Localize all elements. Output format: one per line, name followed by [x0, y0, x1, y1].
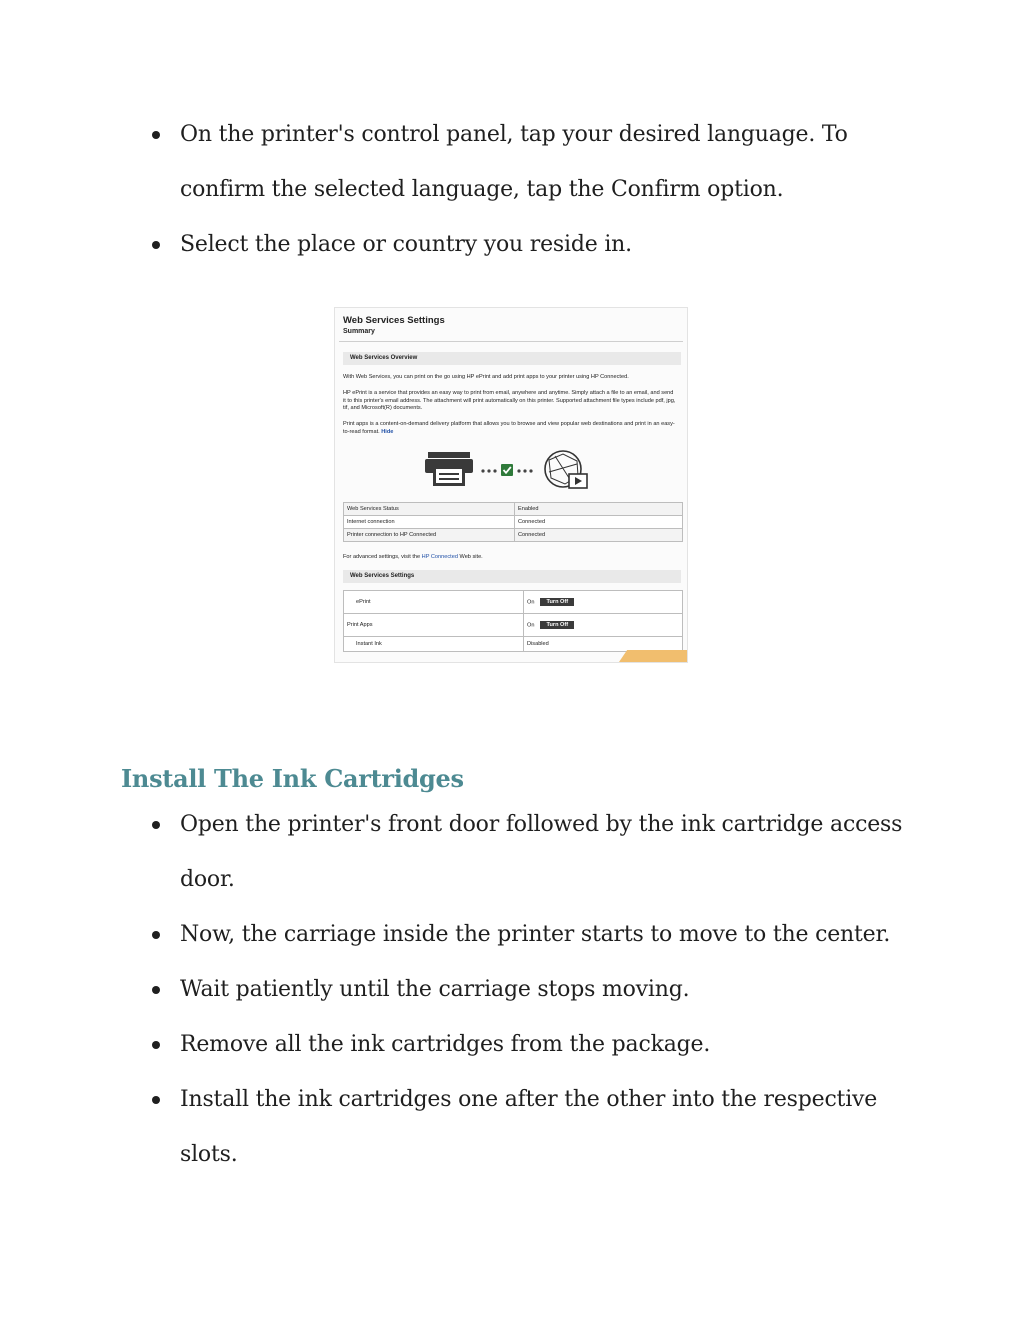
web-services-diagram — [425, 448, 605, 492]
table-row: Web Services Status Enabled — [344, 503, 683, 516]
list-item-text: On the printer's control panel, tap your desired language. To confirm the selected language, tap the Confirm option. — [180, 122, 848, 202]
list-item — [150, 107, 920, 217]
hide-link[interactable]: Hide — [381, 428, 394, 435]
install-steps-list — [150, 797, 920, 1182]
globe-media-icon — [545, 451, 587, 488]
list-item — [150, 217, 920, 272]
bullet-icon — [152, 821, 160, 829]
list-item — [150, 797, 920, 907]
list-item-text: Wait patiently until the carriage stops moving. — [180, 977, 690, 1002]
table-row: ePrint On Turn Off — [344, 591, 683, 614]
bullet-icon — [152, 931, 160, 939]
screenshot-subtitle: Summary — [343, 328, 375, 335]
settings-table — [343, 590, 683, 652]
intro-steps-list — [150, 107, 920, 272]
table-row: Internet connection Connected — [344, 516, 683, 529]
overview-paragraph: With Web Services, you can print on the go using HP ePrint and add print apps to your printer using HP Connected. — [343, 374, 629, 380]
bullet-icon — [152, 1096, 160, 1104]
list-item — [150, 1017, 920, 1072]
list-item-text: Remove all the ink cartridges from the package. — [180, 1032, 711, 1057]
divider — [339, 341, 683, 342]
bullet-icon — [152, 241, 160, 249]
table-row: Instant Ink Disabled — [344, 637, 683, 652]
overview-header: Web Services Overview — [343, 352, 681, 365]
settings-header: Web Services Settings — [343, 570, 681, 583]
print-apps-turn-off-button[interactable]: Turn Off — [540, 621, 574, 629]
hp-connected-link[interactable]: HP Connected — [421, 554, 458, 560]
eprint-turn-off-button[interactable]: Turn Off — [540, 598, 574, 606]
list-item — [150, 1072, 920, 1182]
bullet-icon — [152, 131, 160, 139]
list-item-text: Install the ink cartridges one after the other into the respective slots. — [180, 1087, 878, 1167]
section-heading: Install The Ink Cartridges — [121, 764, 464, 793]
bullet-icon — [152, 986, 160, 994]
corner-decoration — [619, 650, 687, 662]
table-row: Printer connection to HP Connected Connected — [344, 529, 683, 542]
list-item-text: Select the place or country you reside in. — [180, 232, 632, 257]
printer-icon — [425, 452, 473, 486]
advanced-settings-note: For advanced settings, visit the HP Connected Web site. — [343, 554, 483, 560]
status-table — [343, 502, 683, 542]
bullet-icon — [152, 1041, 160, 1049]
list-item-text: Open the printer's front door followed by the ink cartridge access door. — [180, 812, 903, 892]
web-services-settings-screenshot — [334, 307, 688, 663]
checkmark-icon — [501, 464, 513, 476]
eprint-paragraph: HP ePrint is a service that provides an easy way to print from email, anywhere and anytime. Simply attach a file to an email, and send it to this printer's email address. The attachment will print automatically on this printer. Supported attachment file types include pdf, jpg, tif, and Microsoft(R) documents. — [343, 390, 676, 412]
table-row: Print Apps On Turn Off — [344, 614, 683, 637]
list-item-text: Now, the carriage inside the printer starts to move to the center. — [180, 922, 891, 947]
list-item — [150, 962, 920, 1017]
screenshot-title: Web Services Settings — [343, 315, 445, 326]
print-apps-paragraph: Print apps is a content-on-demand delivery platform that allows you to browse and view popular web destinations and print in an easy-to-read format. Hide — [343, 421, 675, 435]
list-item — [150, 907, 920, 962]
